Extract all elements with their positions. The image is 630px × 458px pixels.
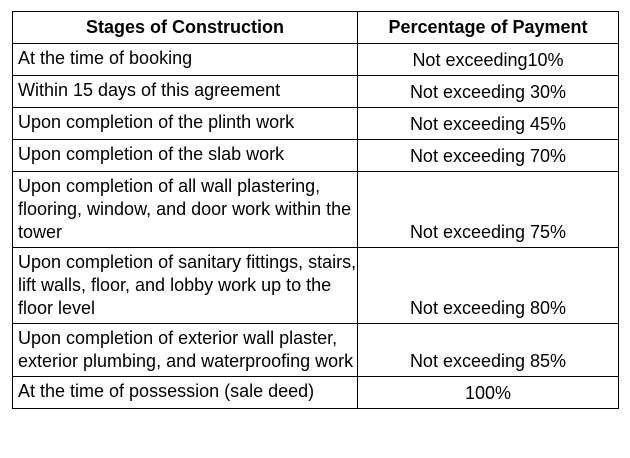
percentage-cell: Not exceeding 85%: [358, 324, 619, 377]
table-row: [13, 140, 619, 172]
table-row: [13, 44, 619, 76]
stage-cell: Upon completion of all wall plastering, flooring, window, and door work within the tower: [13, 172, 358, 248]
header-percentage-of-payment: Percentage of Payment: [358, 12, 619, 44]
stage-cell: At the time of booking: [13, 44, 358, 76]
header-row: [13, 12, 619, 44]
stage-cell: Upon completion of exterior wall plaster, exterior plumbing, and waterproofing work: [13, 324, 358, 377]
header-stages-of-construction: Stages of Construction: [13, 12, 358, 44]
stage-cell: Upon completion of sanitary fittings, stairs, lift walls, floor, and lobby work up to the floor level: [13, 248, 358, 324]
table-body: [13, 44, 619, 409]
percentage-cell: Not exceeding 30%: [358, 76, 619, 108]
table-row: [13, 108, 619, 140]
table-row: [13, 248, 619, 324]
table-row: [13, 377, 619, 409]
table-row: [13, 76, 619, 108]
percentage-cell: Not exceeding 70%: [358, 140, 619, 172]
table-row: [13, 324, 619, 377]
percentage-cell: Not exceeding 45%: [358, 108, 619, 140]
percentage-cell: Not exceeding 80%: [358, 248, 619, 324]
stage-cell: Upon completion of the plinth work: [13, 108, 358, 140]
table-row: [13, 172, 619, 248]
percentage-cell: Not exceeding 75%: [358, 172, 619, 248]
stage-cell: At the time of possession (sale deed): [13, 377, 358, 409]
percentage-cell: 100%: [358, 377, 619, 409]
payment-schedule-table: [12, 11, 619, 409]
stage-cell: Upon completion of the slab work: [13, 140, 358, 172]
stage-cell: Within 15 days of this agreement: [13, 76, 358, 108]
table-header: [13, 12, 619, 44]
percentage-cell: Not exceeding10%: [358, 44, 619, 76]
